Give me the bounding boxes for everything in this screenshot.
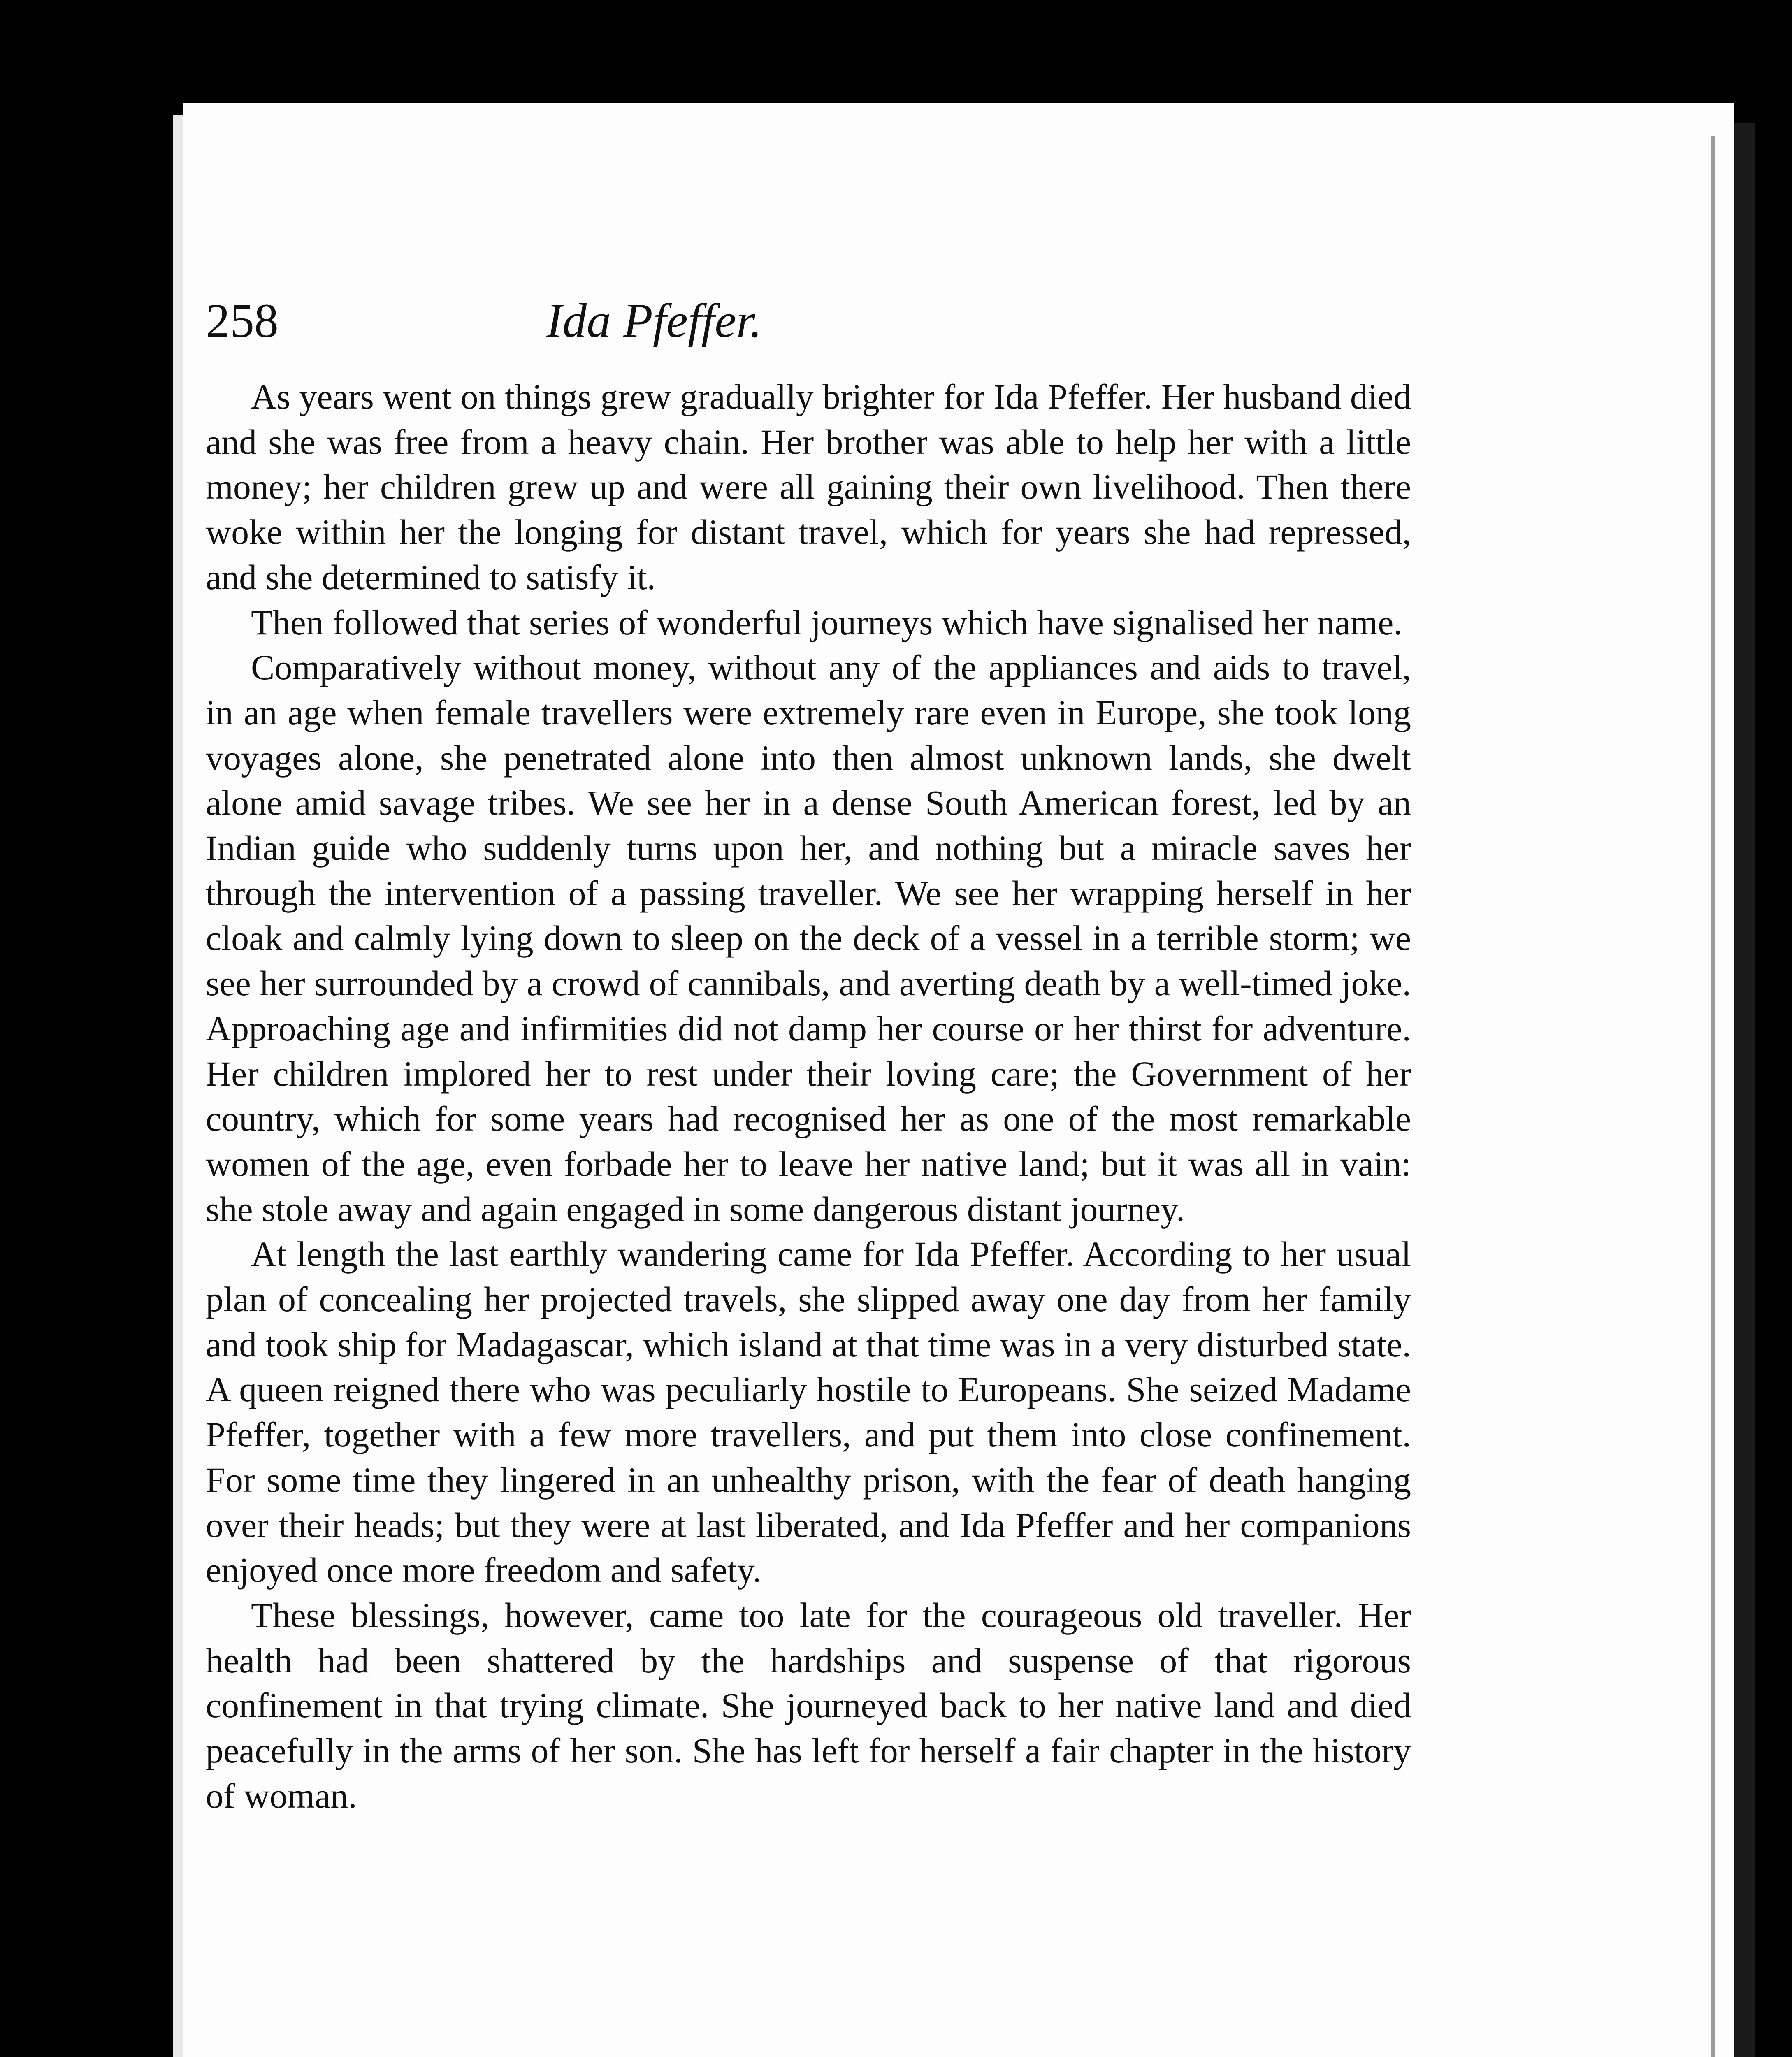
paragraph-3: Comparatively without money, without any of the appliances and aids to travel, in an age when female travellers were extremely rare even in Europe, she took long voyages alone, she penetrated alone into then almost unknown lands, she dwelt alone amid savage tribes. We see her in a dense South American forest, led by an Indian guide who suddenly turns upon her, and nothing but a miracle saves her through the intervention of a passing traveller. We see her wrapping herself in her cloak and calmly lying down to sleep on the deck of a vessel in a terrible storm; we see her surrounded by a crowd of cannibals, and averting death by a well-timed joke. Approaching age and infirmities did not damp her course or her thirst for adventure. Her children implored her to rest under their loving care; the Government of her country, which for some years had recognised her as one of the most remarkable women of the age, even forbade her to leave her native land; but it was all in vain: she stole away and again engaged in some dangerous distant journey. [206, 648, 1411, 1229]
paragraph-1: As years went on things grew gradually brighter for Ida Pfeffer. Her husband died and she was free from a heavy chain. Her brother was able to help her with a little money; her children grew up and were all gaining their own livelihood. Then there woke within her the longing for distant travel, which for years she had repressed, and she determined to satisfy it. [206, 377, 1411, 597]
body-text [206, 374, 1411, 1819]
page-header [206, 288, 1103, 354]
page-number: 258 [206, 294, 279, 348]
binding-line [1711, 136, 1715, 2057]
binding-shadow [1734, 123, 1755, 2057]
paragraph-5: These blessings, however, came too late for the courageous old traveller. Her health had been shattered by the hardships and suspense of that rigorous confinement in that trying climate. She journeyed back to her native land and died peacefully in the arms of her son. She has left for herself a fair chapter in the history of woman. [206, 1595, 1411, 1816]
running-title: Ida Pfeffer. [546, 294, 762, 348]
paragraph-4: At length the last earthly wandering came for Ida Pfeffer. According to her usual plan of concealing her projected travels, she slipped away one day from her family and took ship for Madagascar, which island at that time was in a very disturbed state. A queen reigned there who was peculiarly hostile to Europeans. She seized Madame Pfeffer, together with a few more travellers, and put them into close confinement. For some time they lingered in an unhealthy prison, with the fear of death hanging over their heads; but they were at last liberated, and Ida Pfeffer and her companions enjoyed once more freedom and safety. [206, 1234, 1411, 1590]
paragraph-2: Then followed that series of wonderful journeys which have signalised her name. [251, 602, 1402, 642]
page-left-edge [173, 115, 183, 2057]
